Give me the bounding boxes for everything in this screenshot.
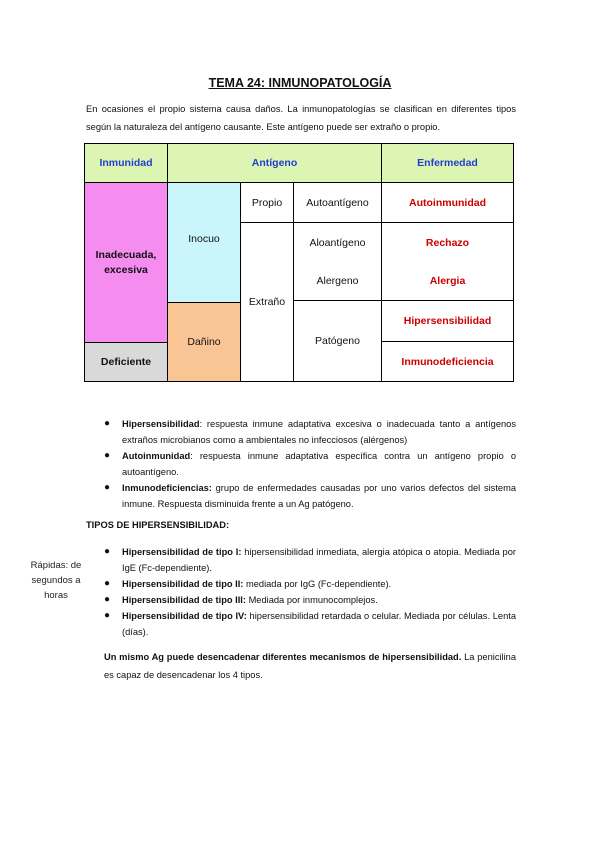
definition-term: Hipersensibilidad	[122, 419, 200, 429]
bullet-icon: ●	[104, 450, 111, 461]
antigeno-alo-alergeno-cell	[293, 222, 382, 301]
header-antigeno: Antígeno	[167, 143, 382, 183]
bullet-icon: ●	[104, 418, 111, 429]
type-term: Hipersensibilidad de tipo II:	[122, 579, 244, 589]
bullet-icon: ●	[104, 546, 111, 557]
antigeno-danino: Dañino	[167, 302, 241, 382]
definitions-list	[104, 416, 516, 512]
definition-term: Inmunodeficiencias:	[122, 483, 212, 493]
antigeno-inocuo-label: Inocuo	[188, 233, 220, 245]
antigeno-aloantigeno: Aloantígeno	[309, 237, 366, 249]
list-item	[104, 416, 516, 448]
closing-bold: Un mismo Ag puede desencadenar diferentes mecanismos de hipersensibilidad.	[104, 652, 462, 662]
list-item	[104, 576, 516, 592]
type-term: Hipersensibilidad de tipo III:	[122, 595, 246, 605]
bullet-icon: ●	[104, 482, 111, 493]
inmunidad-inadecuada: Inadecuada, excesiva	[84, 182, 168, 343]
enfermedad-rechazo: Rechazo	[425, 237, 470, 249]
closing-text: La penicilina es capaz de desencadenar los 4 tipos.	[104, 652, 517, 680]
closing-paragraph	[104, 648, 516, 684]
definition-text: : respuesta inmune adaptativa específica contra un antígeno propio o autoantígeno.	[122, 451, 516, 477]
type-text: hipersensibilidad inmediata, alergia atópica o atopia. Mediada por IgE (Fc-dependiente).	[122, 547, 516, 573]
inmunidad-deficiente: Deficiente	[84, 342, 168, 382]
antigeno-inocuo	[167, 182, 241, 303]
enfermedad-inmunodeficiencia: Inmunodeficiencia	[381, 341, 514, 382]
antigeno-alergeno: Alergeno	[316, 275, 359, 287]
enfermedad-hipersensibilidad: Hipersensibilidad	[381, 300, 514, 342]
origen-propio: Propio	[240, 182, 294, 223]
types-list	[104, 544, 516, 640]
list-item	[104, 480, 516, 512]
antigeno-autoantigeno: Autoantígeno	[293, 182, 382, 223]
list-item	[104, 544, 516, 576]
type-text: mediada por IgG (Fc-dependiente).	[243, 579, 392, 589]
enfermedad-rechazo-alergia-cell	[381, 222, 514, 301]
type-text: hipersensibilidad retardada o celular. Mediada por células. Lenta (días).	[122, 611, 516, 637]
bullet-icon: ●	[104, 578, 111, 589]
origen-extrano: Extraño	[240, 222, 294, 382]
enfermedad-alergia: Alergia	[429, 275, 466, 287]
intro-paragraph: En ocasiones el propio sistema causa daños. La inmunopatologías se clasifican en diferentes tipos según la naturaleza del antígeno causante. Este antígeno puede ser extraño o propio.	[86, 104, 516, 132]
list-item	[104, 608, 516, 640]
definition-text: grupo de enfermedades causadas por uno varios defectos del sistema inmune. Respuesta disminuida frente a un Ag patógeno.	[122, 483, 516, 509]
antigeno-patogeno: Patógeno	[293, 300, 382, 382]
list-item	[104, 448, 516, 480]
section-title: TIPOS DE HIPERSENSIBILIDAD:	[86, 520, 230, 530]
bullet-icon: ●	[104, 594, 111, 605]
header-inmunidad: Inmunidad	[84, 143, 168, 183]
type-term: Hipersensibilidad de tipo IV:	[122, 611, 247, 621]
classification-table	[84, 143, 514, 382]
list-item	[104, 592, 516, 608]
header-enfermedad: Enfermedad	[381, 143, 514, 183]
enfermedad-autoinmunidad: Autoinmunidad	[381, 182, 514, 223]
definition-term: Autoinmunidad	[122, 451, 191, 461]
definition-text: : respuesta inmune adaptativa excesiva o inadecuada tanto a antígenos extraños microbianos como a ambientales no infecciosos (alérgenos)	[122, 419, 516, 445]
type-text: Mediada por inmunocomplejos.	[245, 595, 378, 605]
type-term: Hipersensibilidad de tipo I:	[122, 547, 242, 557]
bullet-icon: ●	[104, 610, 111, 621]
margin-note: Rápidas: de segundos a horas	[30, 560, 82, 601]
page-title: TEMA 24: INMUNOPATOLOGÍA	[208, 76, 392, 90]
